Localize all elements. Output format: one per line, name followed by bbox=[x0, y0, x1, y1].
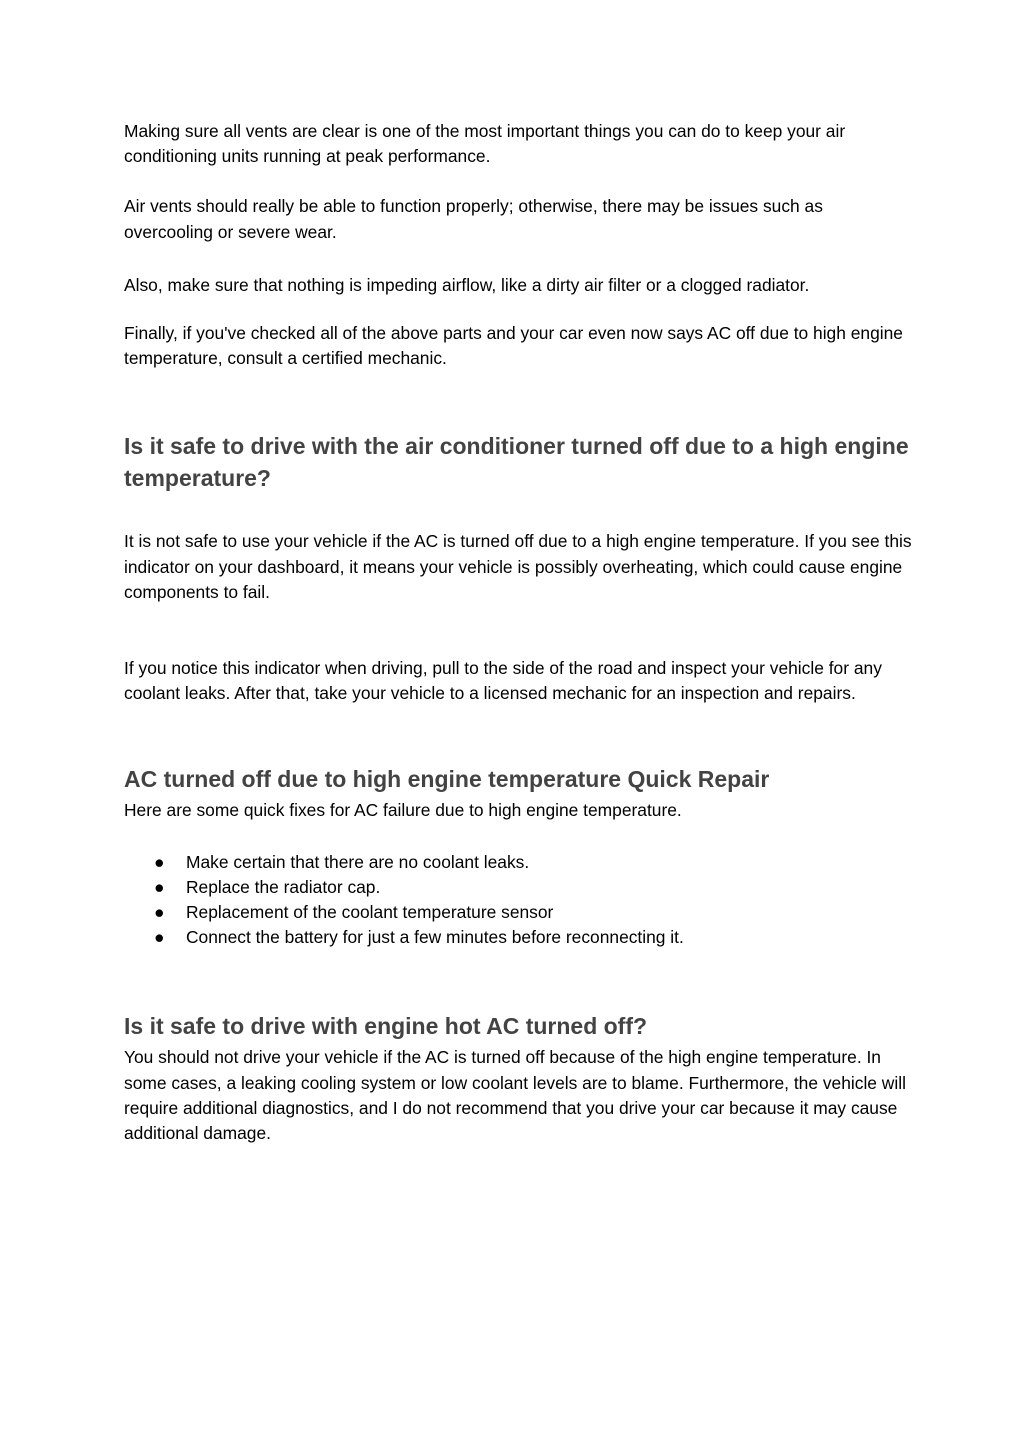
quick-fix-list bbox=[124, 850, 914, 951]
bullet-icon: ● bbox=[154, 902, 165, 923]
list-item-text: Replacement of the coolant temperature sensor bbox=[186, 902, 554, 923]
list-item bbox=[124, 850, 914, 875]
list-item-text: Make certain that there are no coolant leaks. bbox=[186, 851, 530, 872]
paragraph-not-safe: It is not safe to use your vehicle if the AC is turned off due to a high engine temperature. If you see this indicator on your dashboard, it means your vehicle is possibly overheating, which could cause engine components to fail. bbox=[124, 531, 912, 602]
document-page bbox=[124, 119, 914, 1146]
paragraph-pull-over: If you notice this indicator when driving, pull to the side of the road and inspect your vehicle for any coolant leaks. After that, take your vehicle to a licensed mechanic for an inspection and repairs. bbox=[124, 658, 882, 704]
list-item-text: Replace the radiator cap. bbox=[186, 876, 381, 897]
bullet-icon: ● bbox=[154, 927, 165, 948]
heading-quick-repair: AC turned off due to high engine temperature Quick Repair bbox=[124, 766, 770, 793]
list-item bbox=[124, 875, 914, 900]
paragraph-vents-function: Air vents should really be able to function properly; otherwise, there may be issues such as overcooling or severe wear. bbox=[124, 196, 823, 242]
list-item-text: Connect the battery for just a few minutes before reconnecting it. bbox=[186, 927, 684, 948]
list-item bbox=[124, 900, 914, 925]
paragraph-vents-clear: Making sure all vents are clear is one of the most important things you can do to keep your air conditioning units running at peak performance. bbox=[124, 121, 846, 167]
paragraph-should-not-drive: You should not drive your vehicle if the AC is turned off because of the high engine temperature. In some cases, a leaking cooling system or low coolant levels are to blame. Furthermore, the vehicle will require additional diagnostics, and I do not recommend that you drive your car because it may cause additional damage. bbox=[124, 1047, 906, 1144]
list-item bbox=[124, 925, 914, 950]
paragraph-consult-mechanic: Finally, if you've checked all of the above parts and your car even now says AC off due to high engine temperature, consult a certified mechanic. bbox=[124, 323, 903, 369]
heading-safe-to-drive: Is it safe to drive with the air conditioner turned off due to a high engine temperature? bbox=[124, 433, 909, 492]
bullet-icon: ● bbox=[154, 876, 165, 897]
heading-engine-hot: Is it safe to drive with engine hot AC turned off? bbox=[124, 1013, 648, 1040]
paragraph-quick-fixes-intro: Here are some quick fixes for AC failure due to high engine temperature. bbox=[124, 800, 682, 821]
paragraph-airflow: Also, make sure that nothing is impeding airflow, like a dirty air filter or a clogged radiator. bbox=[124, 274, 810, 295]
bullet-icon: ● bbox=[154, 851, 165, 872]
